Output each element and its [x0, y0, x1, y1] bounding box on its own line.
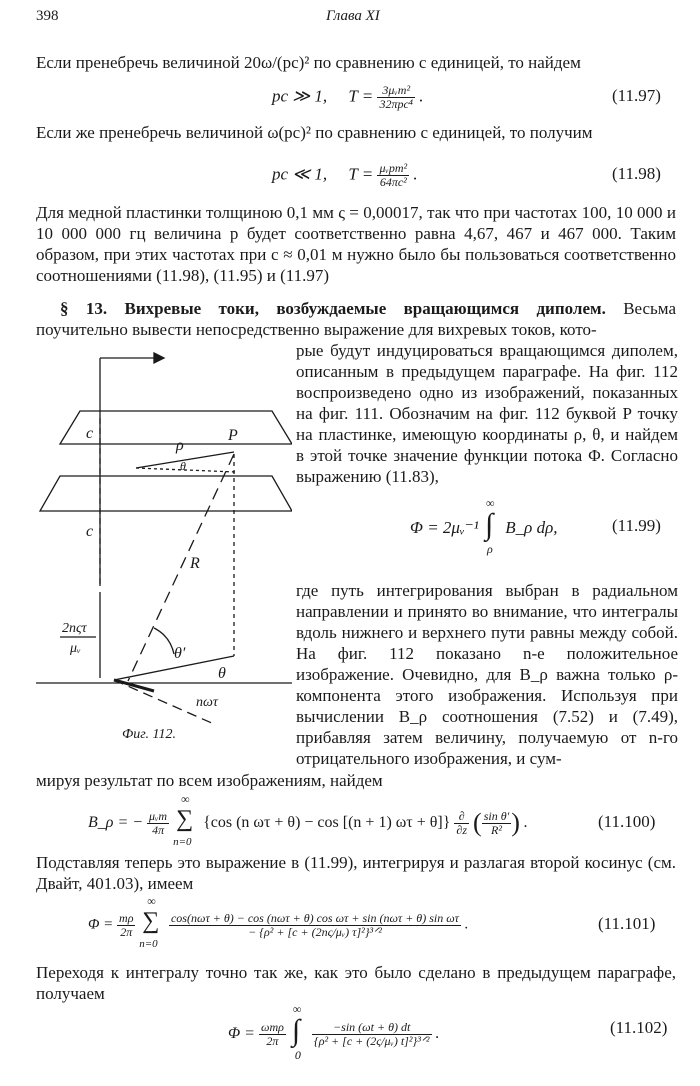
- rho-reference-line: [136, 468, 236, 472]
- equation-11-101: Φ = $\frac{m\rho}{2\pi}$ ∞ ∑ n=0 $\frac{\text{cos(nωτ + θ) − cos (nωτ + θ) cos ωτ + sin (nωτ + θ) sin ωτ}}{\text{− \{ρ² + [c + (2nς/μᵥ) τ]²\}³ᐟ²}}$ .: [88, 894, 469, 950]
- paragraph-1: Если пренебречь величиной 20ω/(pc)² по сравнению с единицей, то найдем: [36, 53, 581, 72]
- equation-number-11-99: (11.99): [612, 516, 661, 535]
- section-title: § 13. Вихревые токи, возбуждаемые вращающимся диполем.: [60, 299, 606, 318]
- paragraph-right-1: рые будут индуцироваться вращающимся диполем, описанным в предыдущем параграфе. На фиг. 112 воспроизведено одно из изображений, показанных на фиг. 111. Обозначим на фиг. 112 буквой P точку на пластинке, имеющую координаты ρ, θ, и найдем в этой точке значение функции потока Φ. Согласно выражению (11.83),: [296, 341, 678, 486]
- label-theta-bottom: θ: [218, 665, 226, 682]
- equation-number-11-101: (11.101): [598, 914, 656, 933]
- equation-11-100: B_ρ = − $\frac{\text{μᵥm}}{4\pi}$ ∞ ∑ n=0 {cos (n ωτ + θ) − cos [(n + 1) ωτ + θ]} $\frac{\partial}{\partial z}$ ( $\frac{\text{sin θ′}}{\text{R²}}$ ) .: [88, 792, 528, 848]
- section-13-opening: § 13. Вихревые токи, возбуждаемые вращающимся диполем. Весьма поучительно вывести непосредственно выражение для вихревых токов, кото-: [36, 299, 676, 339]
- paragraph-4: Подставляя теперь это выражение в (11.99), интегрируя и разлагая второй косинус (см. Двайт, 401.03), имеем: [36, 853, 676, 893]
- figure-caption: Фиг. 112.: [122, 727, 176, 742]
- label-R: R: [190, 555, 200, 572]
- label-theta-prime: θ′: [174, 645, 186, 662]
- label-height-num: 2nςτ: [62, 621, 87, 636]
- equation-11-102: Φ = $\frac{\text{ωmρ}}{2\pi}$ ∞ ∫ 0 $\frac{-\sin (\omega t + \theta) dt}{\text{\{ρ² + [c + (2ς/μᵥ) t]²\}³ᐟ²}}$ .: [228, 1002, 440, 1062]
- equation-number-11-97: (11.97): [612, 86, 661, 105]
- equation-number-11-102: (11.102): [610, 1018, 668, 1037]
- figure-112: [36, 336, 292, 746]
- page-number: 398: [36, 8, 59, 24]
- equation-11-97: pc ≫ 1, T = $\frac{\text{3μᵥm²}}{\text{32πpc⁴}}$ .: [272, 83, 424, 111]
- running-head: Глава XI: [326, 8, 380, 24]
- label-c-top: c: [86, 425, 94, 442]
- rotation-arrowhead: [154, 353, 164, 363]
- equation-number-11-100: (11.100): [598, 812, 656, 831]
- label-rho: ρ: [176, 437, 184, 454]
- theta-prime-arc: [154, 628, 174, 654]
- middle-plane: [40, 476, 292, 511]
- label-theta-top: θ: [180, 459, 186, 473]
- label-height-den: μᵥ: [70, 641, 81, 656]
- equation-11-99: Φ = 2μᵥ⁻¹ ∞ ∫ ρ B_ρ dρ,: [410, 496, 558, 556]
- paragraph-right-2: где путь интегрирования выбран в радиальном направлении и принято во внимание, что интегралы вдоль нижнего и верхнего пути равны между собой. На фиг. 112 показано n-е положительное изображение. Очевидно, для B_ρ важна только ρ-компонента этого изображения. Используя при вычислении B_ρ соотношения (7.52) и (7.49), прибавляя затем величину, получаемую от n-го отрицательного изображения, и сум-: [296, 581, 678, 768]
- paragraph-continuation: мируя результат по всем изображениям, найдем: [36, 771, 383, 790]
- label-c-mid: c: [86, 523, 94, 540]
- paragraph-2: Если же пренебречь величиной ω(pc)² по сравнению с единицей, то получим: [36, 123, 593, 142]
- equation-11-98: pc ≪ 1, T = $\frac{\text{μᵥpm²}}{\text{64πc²}}$ .: [272, 161, 418, 189]
- equation-number-11-98: (11.98): [612, 164, 661, 183]
- label-P: P: [228, 427, 238, 444]
- paragraph-3: Для медной пластинки толщиною 0,1 мм ς = 0,00017, так что при частотах 100, 10 000 и 10 000 000 гц величина p будет соответственно равна 4,67, 467 и 467 000. Таким образом, при этих частотах при c ≈ 0,01 м нужно было бы пользоваться соответственно соотношениями (11.98), (11.95) и (11.97): [36, 203, 676, 285]
- label-nwt: nωτ: [196, 695, 218, 710]
- paragraph-5: Переходя к интегралу точно так же, как это было сделано в предыдущем параграфе, получаем: [36, 963, 676, 1003]
